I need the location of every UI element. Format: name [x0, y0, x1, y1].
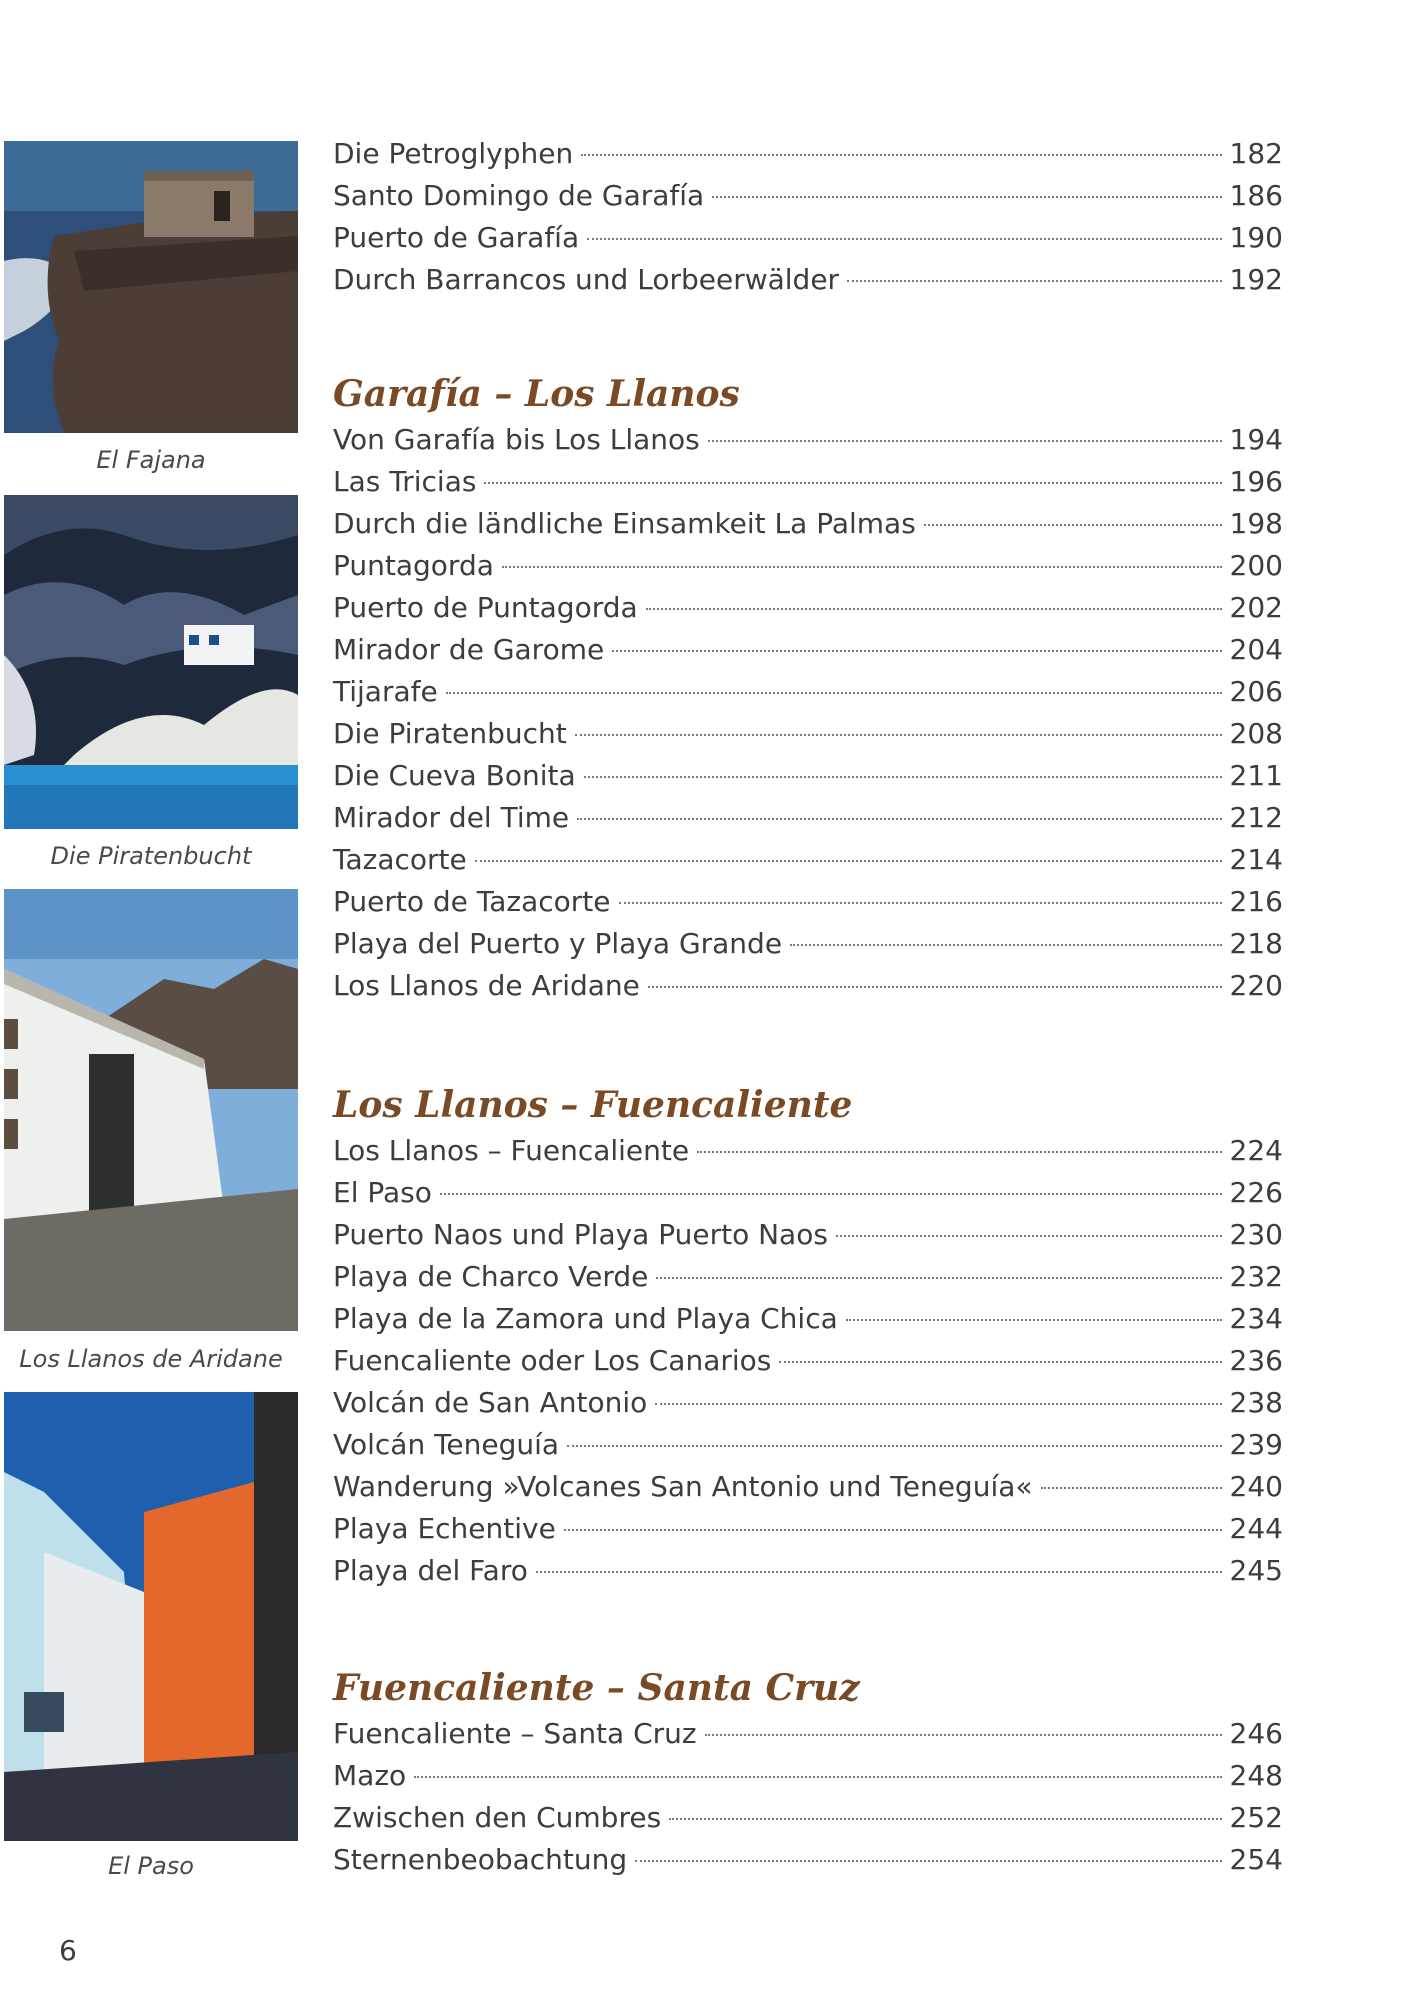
leader-dots	[475, 860, 1222, 862]
photo-caption: El Paso	[108, 1852, 194, 1880]
toc-entry-page: 216	[1229, 885, 1283, 918]
leader-dots	[846, 1319, 1222, 1321]
leader-dots	[708, 440, 1222, 442]
toc-entry-title: Puerto Naos und Playa Puerto Naos	[333, 1218, 828, 1251]
toc-entry[interactable]	[333, 259, 1283, 301]
toc-entry-title: Los Llanos de Aridane	[333, 969, 640, 1002]
toc-entry-page: 246	[1229, 1717, 1283, 1750]
toc-entry[interactable]	[333, 1340, 1283, 1382]
toc-section-los-llanos-fuencaliente	[333, 1080, 1283, 1592]
toc-entry[interactable]	[333, 1797, 1283, 1839]
toc-entry-title: Tazacorte	[333, 843, 467, 876]
toc-entry-title: Puerto de Puntagorda	[333, 591, 638, 624]
toc-entry-page: 224	[1229, 1134, 1283, 1167]
leader-dots	[712, 196, 1221, 198]
toc-entry-page: 214	[1229, 843, 1283, 876]
toc-entry-page: 252	[1229, 1801, 1283, 1834]
leader-dots	[1041, 1487, 1222, 1489]
toc-entry-page: 230	[1229, 1218, 1283, 1251]
toc-entry-title: Zwischen den Cumbres	[333, 1801, 662, 1834]
leader-dots	[564, 1529, 1222, 1531]
leader-dots	[440, 1193, 1222, 1195]
toc-entry-title: Volcán Teneguía	[333, 1428, 560, 1461]
leader-dots	[584, 776, 1222, 778]
toc-entry[interactable]	[333, 839, 1283, 881]
leader-dots	[669, 1818, 1221, 1820]
leader-dots	[446, 692, 1222, 694]
toc-entry-title: Santo Domingo de Garafía	[333, 179, 705, 212]
toc-entry-page: 238	[1229, 1386, 1283, 1419]
leader-dots	[414, 1776, 1221, 1778]
toc-entry-page: 245	[1229, 1554, 1283, 1587]
toc-entry-title: Las Tricias	[333, 465, 477, 498]
toc-entry-page: 206	[1229, 675, 1283, 708]
leader-dots	[648, 986, 1222, 988]
toc-entry-title: Durch Barrancos und Lorbeerwälder	[333, 263, 840, 296]
toc-entry-title: Sternenbeobachtung	[333, 1843, 628, 1876]
toc-entry-page: 234	[1229, 1302, 1283, 1335]
toc-entry[interactable]	[333, 1256, 1283, 1298]
leader-dots	[847, 280, 1221, 282]
leader-dots	[587, 238, 1221, 240]
leader-dots	[581, 154, 1221, 156]
toc-entry[interactable]	[333, 461, 1283, 503]
leader-dots	[575, 734, 1222, 736]
toc-entry-title: Durch die ländliche Einsamkeit La Palmas	[333, 507, 916, 540]
toc-entry-title: Playa Echentive	[333, 1512, 556, 1545]
toc-entry-title: Fuencaliente oder Los Canarios	[333, 1344, 772, 1377]
toc-entry-title: Puerto de Tazacorte	[333, 885, 611, 918]
section-heading: Fuencaliente – Santa Cruz	[333, 1667, 860, 1709]
leader-dots	[567, 1445, 1221, 1447]
toc-entry-page: 248	[1229, 1759, 1283, 1792]
toc-entry[interactable]	[333, 1298, 1283, 1340]
toc-entry[interactable]	[333, 629, 1283, 671]
toc-section-garafia-los-llanos	[333, 369, 1283, 1007]
toc-entry-page: 232	[1229, 1260, 1283, 1293]
toc-entry[interactable]	[333, 1382, 1283, 1424]
toc-entry[interactable]	[333, 133, 1283, 175]
leader-dots	[619, 902, 1222, 904]
toc-entry[interactable]	[333, 1713, 1283, 1755]
leader-dots	[790, 944, 1221, 946]
toc-entry-page: 198	[1229, 507, 1283, 540]
toc-entry[interactable]	[333, 419, 1283, 461]
toc-entry-title: Playa del Puerto y Playa Grande	[333, 927, 783, 960]
photo-caption: Die Piratenbucht	[50, 842, 252, 870]
toc-entry-title: Los Llanos – Fuencaliente	[333, 1134, 690, 1167]
toc-entry[interactable]	[333, 881, 1283, 923]
toc-entry-title: El Paso	[333, 1176, 432, 1209]
toc-entry-page: 208	[1229, 717, 1283, 750]
leader-dots	[577, 818, 1221, 820]
toc-entry-title: Mazo	[333, 1759, 407, 1792]
toc-entry[interactable]	[333, 1508, 1283, 1550]
toc-entry-page: 236	[1229, 1344, 1283, 1377]
section-heading: Garafía – Los Llanos	[333, 373, 740, 415]
toc-entry-title: Volcán de San Antonio	[333, 1386, 648, 1419]
toc-entry[interactable]	[333, 545, 1283, 587]
toc-entry-title: Mirador del Time	[333, 801, 570, 834]
toc-entry-page: 192	[1229, 263, 1283, 296]
toc-entry-title: Von Garafía bis Los Llanos	[333, 423, 700, 456]
leader-dots	[924, 524, 1222, 526]
leader-dots	[655, 1403, 1221, 1405]
toc-entry[interactable]	[333, 713, 1283, 755]
toc-section-fuencaliente-santa-cruz	[333, 1663, 1283, 1881]
toc-intro	[333, 133, 1283, 301]
toc-entry-page: 182	[1229, 137, 1283, 170]
leader-dots	[836, 1235, 1222, 1237]
toc-entry[interactable]	[333, 1550, 1283, 1592]
photo-el-fajana	[4, 141, 298, 433]
toc-entry-page: 200	[1229, 549, 1283, 582]
toc-entry[interactable]	[333, 1466, 1283, 1508]
leader-dots	[612, 650, 1221, 652]
toc-entry[interactable]	[333, 755, 1283, 797]
toc-entry-page: 254	[1229, 1843, 1283, 1876]
leader-dots	[705, 1734, 1222, 1736]
toc-entry[interactable]	[333, 1839, 1283, 1881]
toc-entry[interactable]	[333, 1172, 1283, 1214]
toc-entry[interactable]	[333, 503, 1283, 545]
toc-entry-page: 186	[1229, 179, 1283, 212]
leader-dots	[536, 1571, 1222, 1573]
leader-dots	[656, 1277, 1221, 1279]
leader-dots	[646, 608, 1222, 610]
photo-caption: El Fajana	[96, 446, 206, 474]
toc-entry-page: 239	[1229, 1428, 1283, 1461]
toc-entry[interactable]	[333, 175, 1283, 217]
toc-entry-title: Puntagorda	[333, 549, 494, 582]
leader-dots	[697, 1151, 1221, 1153]
toc-entry-title: Playa de Charco Verde	[333, 1260, 649, 1293]
toc-entry[interactable]	[333, 797, 1283, 839]
toc-entry-page: 211	[1229, 759, 1283, 792]
toc-entry-page: 212	[1229, 801, 1283, 834]
toc-entry-title: Playa del Faro	[333, 1554, 528, 1587]
toc-entry-page: 220	[1229, 969, 1283, 1002]
toc-entry-title: Puerto de Garafía	[333, 221, 580, 254]
toc-entry[interactable]	[333, 1424, 1283, 1466]
toc-entry-title: Fuencaliente – Santa Cruz	[333, 1717, 697, 1750]
toc-entry-page: 204	[1229, 633, 1283, 666]
toc-entry-title: Die Petroglyphen	[333, 137, 574, 170]
toc-entry-title: Mirador de Garome	[333, 633, 605, 666]
toc-entry-title: Playa de la Zamora und Playa Chica	[333, 1302, 838, 1335]
photo-los-llanos	[4, 889, 298, 1331]
toc-entry[interactable]	[333, 1214, 1283, 1256]
toc-entry-page: 202	[1229, 591, 1283, 624]
toc-entry-title: Die Cueva Bonita	[333, 759, 576, 792]
toc-entry-page: 218	[1229, 927, 1283, 960]
toc-entry[interactable]	[333, 1755, 1283, 1797]
toc-entry-title: Wanderung »Volcanes San Antonio und Teneguía«	[333, 1470, 1033, 1503]
toc-entry-page: 240	[1229, 1470, 1283, 1503]
toc-entry-page: 190	[1229, 221, 1283, 254]
toc-entry-page: 226	[1229, 1176, 1283, 1209]
toc-entry[interactable]	[333, 671, 1283, 713]
photo-piratenbucht	[4, 495, 298, 829]
photo-caption: Los Llanos de Aridane	[19, 1345, 283, 1373]
page-number: 6	[59, 1934, 77, 1967]
toc-entry[interactable]	[333, 1130, 1283, 1172]
toc-entry[interactable]	[333, 587, 1283, 629]
toc-entry-page: 194	[1229, 423, 1283, 456]
toc-entry[interactable]	[333, 923, 1283, 965]
toc-entry-title: Die Piratenbucht	[333, 717, 567, 750]
photo-el-paso	[4, 1392, 298, 1841]
leader-dots	[779, 1361, 1221, 1363]
toc-entry-page: 244	[1229, 1512, 1283, 1545]
leader-dots	[484, 482, 1221, 484]
toc-entry[interactable]	[333, 217, 1283, 259]
section-heading: Los Llanos – Fuencaliente	[333, 1084, 853, 1126]
toc-entry[interactable]	[333, 965, 1283, 1007]
toc-entry-title: Tijarafe	[333, 675, 438, 708]
toc-entry-page: 196	[1229, 465, 1283, 498]
leader-dots	[502, 566, 1222, 568]
leader-dots	[635, 1860, 1221, 1862]
